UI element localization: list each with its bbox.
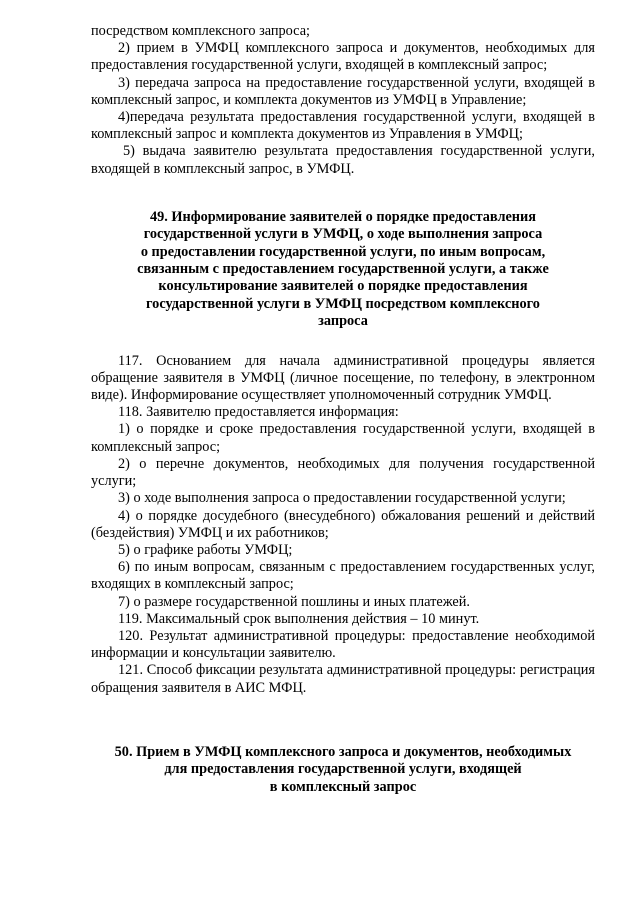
- paragraph-121: 121. Способ фиксации результата административной процедуры: регистрация обращения заявителя в АИС МФЦ.: [91, 662, 595, 696]
- section-49-heading: [91, 209, 595, 331]
- heading-line: 50. Прием в УМФЦ комплексного запроса и документов, необходимых: [114, 743, 572, 760]
- list-item-2: 2) прием в УМФЦ комплексного запроса и документов, необходимых для предоставления государственной услуги, входящей в комплексный запрос;: [91, 40, 595, 74]
- heading-line: 49. Информирование заявителей о порядке предоставления: [149, 208, 537, 225]
- info-item-4: 4) о порядке досудебного (внесудебного) обжалования решений и действий (бездействия) УМФЦ и их работников;: [91, 507, 595, 541]
- heading-line: о предоставлении государственной услуги, по иным вопросам,: [140, 243, 546, 260]
- paragraph-119: 119. Максимальный срок выполнения действия – 10 минут.: [118, 610, 480, 627]
- heading-line: запроса: [318, 313, 368, 330]
- heading-line: государственной услуги в УМФЦ, о ходе выполнения запроса: [143, 226, 543, 243]
- section-49-body: [91, 353, 595, 697]
- list-item-5: 5) выдача заявителю результата предоставления государственной услуги, входящей в комплексный запрос, в УМФЦ.: [91, 143, 595, 177]
- heading-line: связанным с предоставлением государственной услуги, а также: [137, 261, 549, 278]
- heading-line: для предоставления государственной услуги, входящей: [164, 761, 522, 778]
- list-item-continuation: посредством комплексного запроса;: [91, 23, 311, 39]
- info-item-2: 2) о перечне документов, необходимых для получения государственной услуги;: [91, 455, 595, 490]
- heading-line: в комплексный запрос: [269, 778, 417, 795]
- info-item-6: 6) по иным вопросам, связанным с предоставлением государственных услуг, входящих в комплексный запрос;: [91, 559, 595, 593]
- info-item-3: 3) о ходе выполнения запроса о предоставлении государственной услуги;: [118, 490, 566, 507]
- heading-line: консультирование заявителей о порядке предоставления: [158, 278, 528, 295]
- list-item-4: 4)передача результата предоставления государственной услуги, входящей в комплексный запрос и комплекта документов из Управления в УМФЦ;: [91, 109, 595, 143]
- heading-line: государственной услуги в УМФЦ посредством комплексного: [146, 295, 540, 312]
- top-list: [91, 23, 595, 178]
- list-item-3: 3) передача запроса на предоставление государственной услуги, входящей в комплексный запрос, и комплекта документов из УМФЦ в Управление;: [91, 74, 595, 108]
- paragraph-120: 120. Результат административной процедуры: предоставление необходимой информации и консультации заявителю.: [91, 627, 595, 662]
- info-item-7: 7) о размере государственной пошлины и иных платежей.: [118, 593, 470, 610]
- info-item-1: 1) о порядке и сроке предоставления государственной услуги, входящей в комплексный запрос;: [91, 421, 595, 455]
- section-50-heading: [91, 744, 595, 796]
- paragraph-118: 118. Заявителю предоставляется информация:: [118, 404, 399, 421]
- info-item-5: 5) о графике работы УМФЦ;: [118, 541, 293, 558]
- paragraph-117: 117. Основанием для начала административной процедуры является обращение заявителя в УМФЦ (личное посещение, по телефону, в электронном виде). Информирование осуществляет уполномоченный сотрудник УМФЦ.: [91, 352, 595, 404]
